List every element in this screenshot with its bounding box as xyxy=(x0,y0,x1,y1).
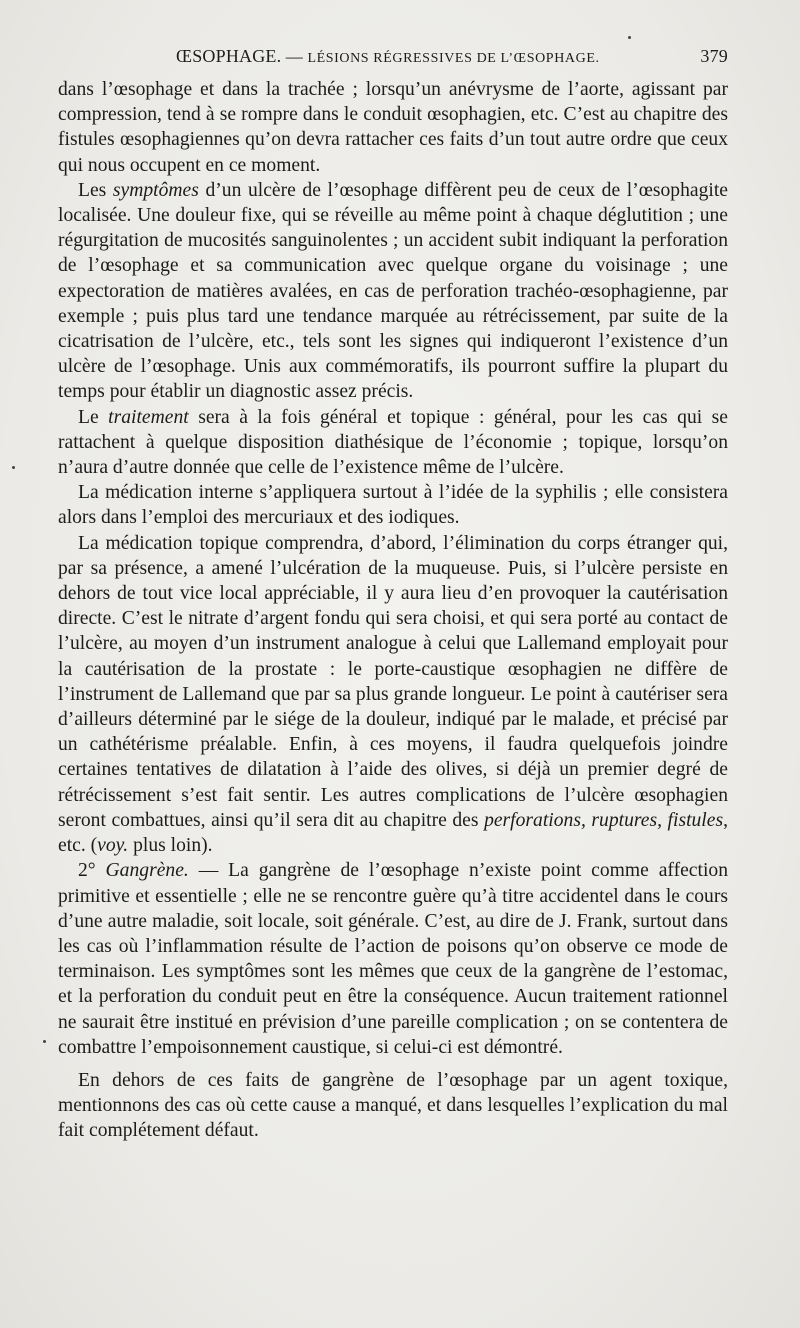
paragraph-symptomes xyxy=(58,178,728,405)
chapter-title: ŒSOPHAGE. xyxy=(176,46,282,66)
italic-text: traitement xyxy=(108,406,189,428)
text-segment: sera à la fois général et topique : général, pour les cas qui se rattachent à quelque disposition diathésique de l’économie ; topique, lorsqu’on n’aura d’autre donnée que celle de l’existence même de l’ulcère. xyxy=(58,406,728,479)
italic-text: symptômes xyxy=(112,179,199,201)
text-segment: Les xyxy=(78,179,113,201)
paragraph-gangrene xyxy=(58,858,728,1060)
italic-text: Gangrène. xyxy=(105,860,189,882)
italic-text: perforations, ruptures, fistules xyxy=(484,809,724,831)
text-segment: La médication topique comprendra, d’abord, l’élimination du corps étranger qui, par sa présence, a amené l’ulcération de la muqueuse. Puis, si l’ulcère persiste en dehors de tout vice local appréciable, il y aura lieu d’en provoquer la cautérisation directe. C’est le nitrate d’argent fondu qui sera choisi, et qui sera porté au contact de l’ulcère, au moyen d’un instrument analogue à celui que Lallemand employait pour la cautérisation de la prostate : le porte-caustique œsophagien ne diffère de l’instrument de Lallemand que par sa plus grande longueur. Le point à cautériser sera d’ailleurs déterminé par le siége de la douleur, indiqué par le malade, et précisé par un cathétérisme préalable. Enfin, à ces moyens, il faudra quelquefois joindre certaines tentatives de dilatation à l’aide des olives, si déjà un premier degré de rétrécissement s’est fait sentir. Les autres complications de l’ulcère œsophagien seront combattues, ainsi qu’il sera dit au chapitre des xyxy=(58,532,728,831)
paragraph-medication-topique xyxy=(58,531,728,859)
italic-text: voy. xyxy=(97,835,129,857)
running-title xyxy=(176,46,600,67)
ink-speck xyxy=(12,466,15,469)
text-segment: — La gangrène de l’œsophage n’existe point comme affection primitive et essentielle ; elle ne se rencontre guère qu’à titre accidentel dans le cours d’une autre maladie, soit locale, soit générale. C’est, au dire de J. Frank, surtout dans les cas où l’inflammation résulte de l’action de poisons qu’on observe ce mode de terminaison. Les symptômes sont les mêmes que ceux de la gangrène de l’estomac, et la perforation du conduit peut en être la conséquence. Aucun traitement rationnel ne saurait être institué en prévision d’une pareille complication ; on se contentera de combattre l’empoisonnement caustique, si celui-ci est démontré. xyxy=(58,860,728,1058)
title-dash: — xyxy=(285,47,303,66)
paragraph-continuation xyxy=(58,77,728,178)
section-title: LÉSIONS RÉGRESSIVES DE L’ŒSOPHAGE. xyxy=(307,51,600,66)
paragraph-toxique xyxy=(58,1068,728,1144)
text-segment: Le xyxy=(78,406,109,428)
text-segment: , etc. ( xyxy=(58,809,728,857)
paragraph-medication-interne xyxy=(58,480,728,530)
ink-speck xyxy=(43,1040,46,1043)
text-segment: En dehors de ces faits de gangrène de l’œsophage par un agent toxique, mentionnons des cas où cette cause a manqué, et dans lesquelles l’explication du mal fait complétement défaut. xyxy=(58,1069,728,1142)
text-segment: 2° xyxy=(78,860,106,882)
page-number: 379 xyxy=(700,46,728,66)
text-segment: plus loin). xyxy=(128,835,213,857)
text-segment: d’un ulcère de l’œsophage diffèrent peu de ceux de l’œsophagite localisée. Une douleur fixe, qui se réveille au même point à chaque déglutition ; une régurgitation de mucosités sanguinolentes ; un accident subit indiquant la perforation de l’œsophage et sa communication avec quelque organe du voisinage ; une expectoration de matières avalées, en cas de perforation trachéo-œsophagienne, par exemple ; puis plus tard une tendance marquée au rétrécissement, par suite de la cicatrisation de l’ulcère, etc., tels sont les signes qui indiqueront l’existence d’un ulcère de l’œsophage. Unis aux commémoratifs, ils pourront suffire la plupart du temps pour établir un diagnostic assez précis. xyxy=(58,179,728,403)
paragraph-traitement xyxy=(58,405,728,481)
text-segment: La médication interne s’appliquera surtout à l’idée de la syphilis ; elle consistera alors dans l’emploi des mercuriaux et des iodiques. xyxy=(58,482,728,529)
text-segment: dans l’œsophage et dans la trachée ; lorsqu’un anévrysme de l’aorte, agissant par compression, tend à se rompre dans le conduit œsophagien, etc. C’est au chapitre des fistules œsophagiennes qu’on devra rattacher ces faits d’un tout autre ordre que ceux qui nous occupent en ce moment. xyxy=(58,79,728,176)
running-header xyxy=(58,40,730,76)
body-text xyxy=(58,77,728,1144)
ink-speck xyxy=(628,36,631,39)
